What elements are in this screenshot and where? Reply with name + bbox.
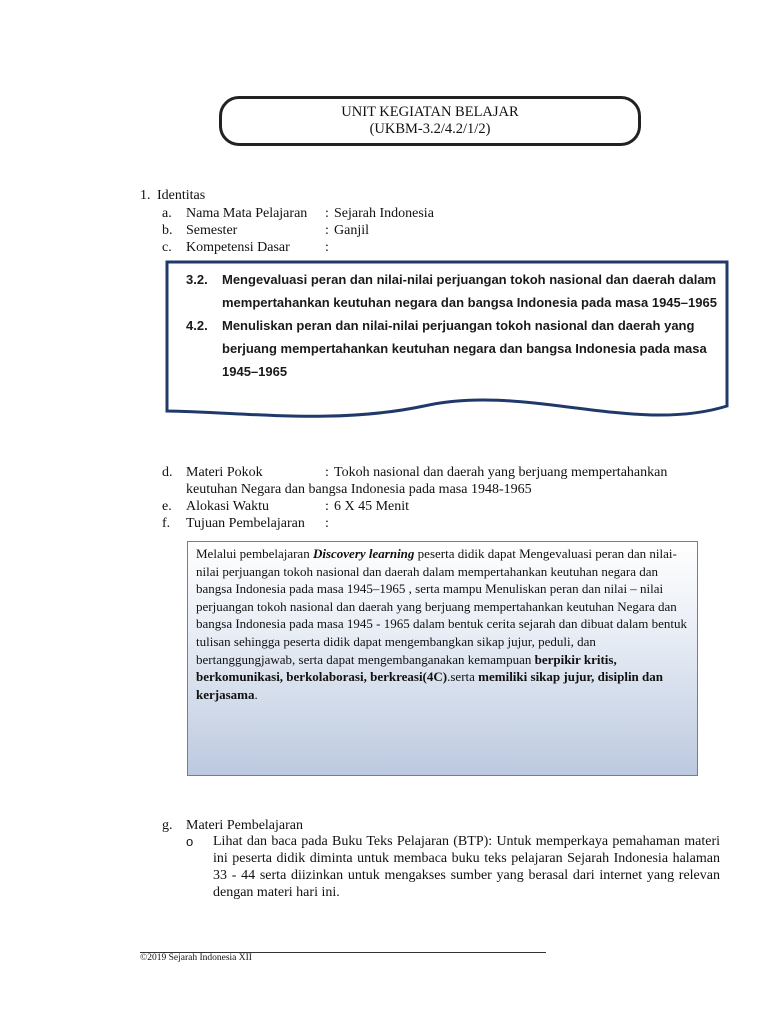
title-line-2: (UKBM-3.2/4.2/1/2) (369, 121, 491, 137)
goals-method: Discovery learning (312, 546, 415, 561)
item-d-value-cont: keutuhan Negara dan bangsa Indonesia pada masa 1948-1965 (186, 482, 532, 497)
item-d-value: Tokoh nasional dan daerah yang berjuang mempertahankan (334, 465, 668, 480)
item-c-sep: : (325, 240, 329, 255)
item-e-label: Alokasi Waktu (186, 499, 269, 514)
item-f-letter: f. (162, 516, 171, 531)
item-a-value: Sejarah Indonesia (334, 206, 434, 221)
footer-text: ©2019 Sejarah Indonesia XII (140, 953, 252, 963)
item-f-label: Tujuan Pembelajaran (186, 516, 305, 531)
item-a-sep: : (325, 206, 329, 221)
item-b-value: Ganjil (334, 223, 369, 238)
title-line-1: UNIT KEGIATAN BELAJAR (341, 104, 519, 120)
item-d-letter: d. (162, 465, 173, 480)
item-d-label: Materi Pokok (186, 465, 263, 480)
kd-text: Menuliskan peran dan nilai-nilai perjuangan tokoh nasional dan daerah yang berjuang mempertahankan keutuhan negara dan bangsa Indonesia pada masa 1945–1965 (222, 318, 707, 379)
kd-text: Mengevaluasi peran dan nilai-nilai perjuangan tokoh nasional dan daerah dalam mempertahankan keutuhan negara dan bangsa Indonesia pada masa 1945–1965 (222, 272, 717, 310)
section-heading: Identitas (157, 188, 206, 203)
goals-text: .serta (447, 669, 479, 685)
item-b-label: Semester (186, 223, 238, 238)
item-c-label: Kompetensi Dasar (186, 240, 290, 255)
item-e-sep: : (325, 499, 329, 514)
goals-text: peserta didik dapat Mengevaluasi peran dan nilai-nilai perjuangan tokoh nasional dan daerah dalam mempertahankan keutuhan negara dan bangsa Indonesia pada masa 1945–1965 , serta mampu Menuliskan peran dan nilai – nilai perjuangan tokoh nasional dan daerah yang berjuang mempertahankan keutuhan Negara dan bangsa Indonesia pada masa 1945 - 1965 dalam bentuk cerita sejarah dan dibuat dalam bentuk tulisan sehingga peserta didik dapat mengembangkan sikap jujur, peduli, dan bertanggungjawab, serta dapat mengembanganakan kemampuan (196, 546, 687, 667)
item-d-sep: : (325, 465, 329, 480)
goals-skills: berpikir kritis, berkomunikasi, berkolaborasi, berkreasi(4C) (196, 651, 617, 685)
kd-list (186, 268, 721, 383)
item-c-letter: c. (162, 240, 172, 255)
goals-attitudes: memiliki sikap jujur, disiplin dan kerjasama (196, 669, 663, 702)
goals-text: Melalui pembelajaran (196, 546, 313, 561)
item-f-sep: : (325, 516, 329, 531)
materi-text: Lihat dan baca pada Buku Teks Pelajaran (BTP): Untuk memperkaya pemahaman materi ini peserta didik diminta untuk membaca buku teks pelajaran Sejarah Indonesia halaman 33 - 44 serta diizinkan untuk mengakses sumber yang berasal dari internet yang relevan dengan materi hari ini. (213, 834, 720, 900)
item-e-letter: e. (162, 499, 172, 514)
learning-goals-box (187, 541, 698, 776)
item-b-sep: : (325, 223, 329, 238)
item-a-label: Nama Mata Pelajaran (186, 206, 308, 221)
kd-item (186, 268, 721, 314)
kd-item (186, 314, 721, 383)
kd-number: 4.2. (186, 318, 208, 333)
section-number: 1. (140, 188, 151, 203)
item-g-label: Materi Pembelajaran (186, 818, 304, 833)
item-a-letter: a. (162, 206, 172, 221)
kd-number: 3.2. (186, 272, 208, 287)
title-box (219, 96, 641, 146)
item-g-letter: g. (162, 818, 173, 833)
item-e-value: 6 X 45 Menit (334, 499, 410, 514)
goals-text: . (254, 686, 258, 702)
bullet-marker: o (186, 834, 194, 849)
item-b-letter: b. (162, 223, 173, 238)
